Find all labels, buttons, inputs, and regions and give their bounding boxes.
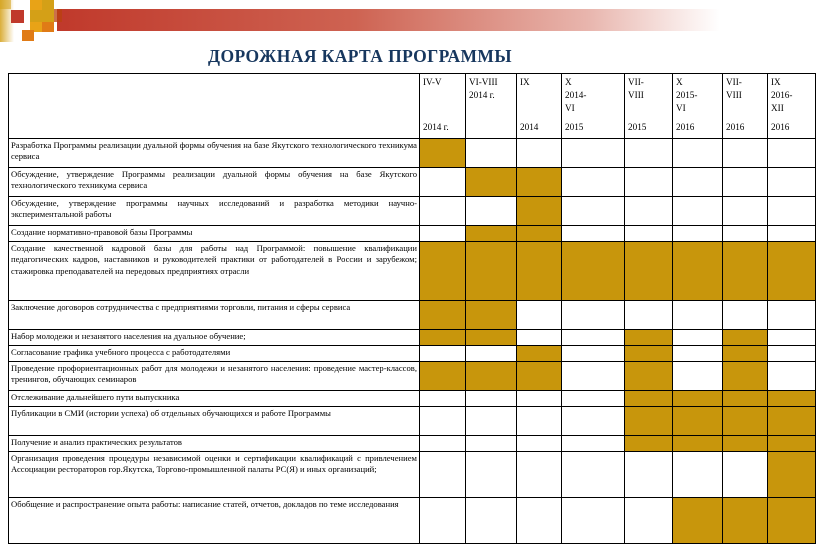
schedule-cell-empty [673,346,723,362]
period-label-mid2: XII [771,103,784,113]
schedule-cell-empty [517,139,562,168]
period-label-bottom: 2015 [628,121,647,132]
schedule-cell-empty [517,301,562,330]
column-header-period-4 [562,74,625,139]
schedule-cell-empty [768,139,816,168]
schedule-cell-filled [625,346,673,362]
schedule-cell-empty [723,197,768,226]
schedule-cell-empty [723,168,768,197]
task-description: Создание качественной кадровой базы для работы над Программой: повышение квалификации педагогических кадров, наставников и руководителей практики от работодателей в России и зарубежом; стажировка преподавателей на передовых предприятиях отрасли [9,242,420,301]
table-body [9,139,816,544]
schedule-cell-empty [466,346,517,362]
period-label-bottom: 2015 [565,121,584,132]
schedule-cell-empty [673,168,723,197]
task-description: Организация проведения процедуры независимой оценки и сертификации квалификаций с привлечением Ассоциации рестораторов гор.Якутска, Торгово-промышленной палаты РС(Я) и иных организаций; [9,452,420,498]
schedule-cell-empty [562,452,625,498]
period-label-top: IX [520,77,530,87]
schedule-cell-empty [517,330,562,346]
column-header-task [9,74,420,139]
table-header [9,74,816,139]
schedule-cell-empty [723,139,768,168]
schedule-cell-empty [673,197,723,226]
schedule-cell-filled [517,168,562,197]
table-row [9,407,816,436]
task-description: Публикации в СМИ (истории успеха) об отдельных обучающихся и работе Программы [9,407,420,436]
schedule-cell-empty [517,391,562,407]
schedule-cell-empty [768,168,816,197]
page-title: ДОРОЖНАЯ КАРТА ПРОГРАММЫ [208,46,512,66]
period-label-mid: 2014 г. [469,90,495,100]
schedule-cell-empty [420,498,466,544]
schedule-cell-filled [562,242,625,301]
table-row [9,498,816,544]
schedule-cell-filled [673,436,723,452]
schedule-cell-filled [517,362,562,391]
schedule-cell-filled [466,226,517,242]
schedule-cell-filled [517,242,562,301]
schedule-cell-filled [517,346,562,362]
schedule-cell-empty [466,391,517,407]
schedule-cell-empty [625,452,673,498]
schedule-cell-empty [768,301,816,330]
schedule-cell-empty [420,346,466,362]
schedule-cell-filled [420,139,466,168]
table-row [9,242,816,301]
schedule-cell-empty [562,407,625,436]
schedule-cell-empty [673,330,723,346]
period-label-mid2: VI [565,103,575,113]
schedule-cell-filled [768,452,816,498]
schedule-cell-empty [420,197,466,226]
schedule-cell-filled [420,301,466,330]
schedule-cell-filled [625,330,673,346]
period-label-bottom: 2016 [676,121,695,132]
schedule-cell-empty [625,301,673,330]
task-description: Заключение договоров сотрудничества с предприятиями торговли, питания и сферы сервиса [9,301,420,330]
period-label-mid: 2015- [676,90,698,100]
schedule-cell-empty [562,139,625,168]
table-row [9,139,816,168]
column-header-period-8 [768,74,816,139]
table-row [9,346,816,362]
period-label-mid2: VI [676,103,686,113]
schedule-cell-filled [723,407,768,436]
schedule-cell-filled [466,168,517,197]
schedule-cell-empty [673,226,723,242]
schedule-cell-filled [466,242,517,301]
schedule-cell-filled [723,362,768,391]
period-label-mid: VIII [628,90,644,100]
schedule-cell-empty [562,226,625,242]
schedule-cell-empty [420,452,466,498]
period-label-bottom: 2016 [726,121,745,132]
schedule-cell-filled [673,391,723,407]
table-row [9,226,816,242]
schedule-cell-empty [768,197,816,226]
column-header-period-2 [466,74,517,139]
schedule-cell-filled [466,301,517,330]
period-label-top: VII- [628,77,644,87]
schedule-cell-empty [673,362,723,391]
schedule-cell-empty [723,226,768,242]
task-description: Согласование графика учебного процесса с работодателями [9,346,420,362]
schedule-cell-empty [466,407,517,436]
period-label-mid: VIII [726,90,742,100]
column-header-period-3 [517,74,562,139]
task-description: Обсуждение, утверждение программы научных исследований и разработка методики научно-экспериментальной работы [9,197,420,226]
column-header-period-1 [420,74,466,139]
schedule-cell-empty [420,407,466,436]
schedule-cell-empty [420,226,466,242]
schedule-cell-empty [517,498,562,544]
schedule-cell-empty [768,362,816,391]
schedule-cell-empty [673,452,723,498]
schedule-cell-filled [673,407,723,436]
schedule-cell-filled [673,242,723,301]
schedule-cell-empty [466,139,517,168]
schedule-cell-filled [625,242,673,301]
schedule-cell-filled [723,346,768,362]
schedule-cell-filled [466,330,517,346]
period-label-top: VII- [726,77,742,87]
schedule-cell-empty [466,452,517,498]
schedule-cell-empty [562,330,625,346]
schedule-cell-filled [420,330,466,346]
column-header-period-6 [673,74,723,139]
task-description: Создание нормативно-правовой базы Программы [9,226,420,242]
schedule-cell-filled [625,391,673,407]
period-label-top: IX [771,77,781,87]
schedule-cell-empty [562,498,625,544]
schedule-cell-empty [420,436,466,452]
table-row [9,330,816,346]
schedule-cell-filled [723,436,768,452]
schedule-cell-empty [517,407,562,436]
schedule-cell-empty [562,168,625,197]
schedule-cell-empty [420,168,466,197]
period-label-bottom: 2014 [520,121,539,132]
task-description: Обобщение и распространение опыта работы: написание статей, отчетов, докладов по теме исследования [9,498,420,544]
task-description: Проведение профориентационных работ для молодежи и незанятого населения: проведение мастер-классов, тренингов, обучающих семинаров [9,362,420,391]
schedule-cell-filled [723,330,768,346]
table-row [9,452,816,498]
roadmap-table [8,73,816,544]
column-header-period-5 [625,74,673,139]
schedule-cell-empty [562,197,625,226]
schedule-cell-empty [562,301,625,330]
schedule-cell-empty [625,197,673,226]
schedule-cell-empty [625,168,673,197]
schedule-cell-empty [517,436,562,452]
schedule-cell-filled [673,498,723,544]
schedule-cell-empty [466,498,517,544]
schedule-cell-empty [768,226,816,242]
table-row [9,362,816,391]
schedule-cell-empty [673,139,723,168]
schedule-cell-filled [768,407,816,436]
period-label-mid: 2016- [771,90,793,100]
period-label-top: IV-V [423,77,442,87]
schedule-cell-empty [466,436,517,452]
schedule-cell-empty [562,391,625,407]
schedule-cell-empty [562,436,625,452]
schedule-cell-filled [768,242,816,301]
period-label-top: X [676,77,683,87]
schedule-cell-empty [562,346,625,362]
schedule-cell-filled [420,242,466,301]
column-header-period-7 [723,74,768,139]
task-description: Получение и анализ практических результатов [9,436,420,452]
schedule-cell-empty [625,226,673,242]
schedule-cell-filled [517,197,562,226]
period-label-mid: 2014- [565,90,587,100]
slide-header-decoration [0,0,720,42]
schedule-cell-filled [768,436,816,452]
schedule-cell-empty [625,139,673,168]
schedule-cell-filled [625,436,673,452]
schedule-cell-empty [723,452,768,498]
task-description: Обсуждение, утверждение Программы реализации дуальной формы обучения на базе Якутского технологического техникума сервиса [9,168,420,197]
task-description: Набор молодежи и незанятого населения на дуальное обучение; [9,330,420,346]
table-row [9,301,816,330]
period-label-bottom: 2014 г. [423,121,449,132]
period-label-top: X [565,77,572,87]
schedule-cell-filled [420,362,466,391]
task-description: Отслеживание дальнейшего пути выпускника [9,391,420,407]
schedule-cell-empty [517,452,562,498]
schedule-cell-filled [768,498,816,544]
task-description: Разработка Программы реализации дуальной формы обучения на базе Якутского технологического техникума сервиса [9,139,420,168]
schedule-cell-filled [466,362,517,391]
table-header-row [9,74,816,139]
schedule-cell-empty [673,301,723,330]
table-row [9,436,816,452]
table-row [9,391,816,407]
period-label-bottom: 2016 [771,121,790,132]
schedule-cell-empty [466,197,517,226]
schedule-cell-filled [723,242,768,301]
schedule-cell-empty [723,301,768,330]
schedule-cell-filled [625,362,673,391]
schedule-cell-empty [625,498,673,544]
table-row [9,168,816,197]
schedule-cell-filled [625,407,673,436]
schedule-cell-filled [723,498,768,544]
schedule-cell-filled [723,391,768,407]
schedule-cell-empty [768,330,816,346]
table-row [9,197,816,226]
schedule-cell-empty [420,391,466,407]
period-label-top: VI-VIII [469,77,498,87]
schedule-cell-empty [562,362,625,391]
schedule-cell-filled [517,226,562,242]
schedule-cell-empty [768,346,816,362]
schedule-cell-filled [768,391,816,407]
